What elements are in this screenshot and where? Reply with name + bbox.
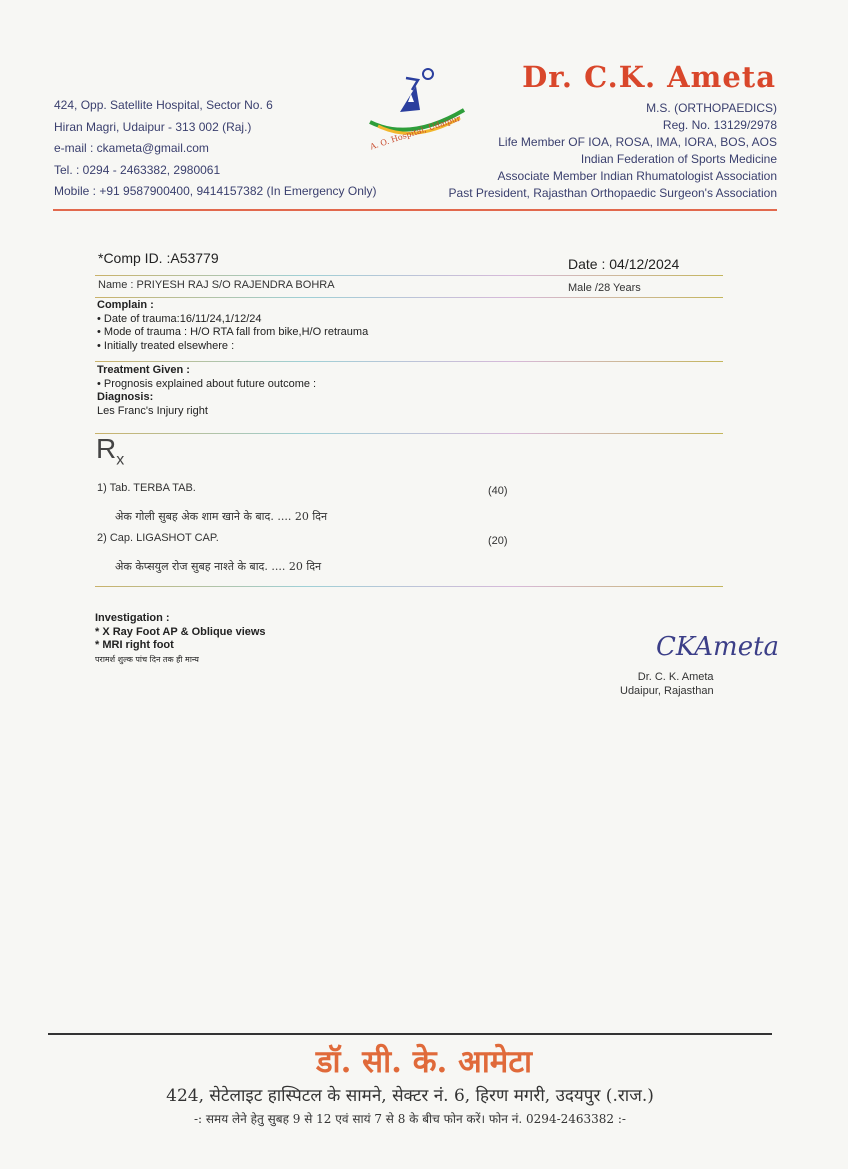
credential-president: Past President, Rajasthan Orthopaedic Surgeon's Association [448, 186, 777, 200]
complain-section [97, 299, 368, 353]
divider [95, 297, 723, 298]
credential-rheum: Associate Member Indian Rhumatologist Association [497, 169, 777, 183]
medicine-1-instructions: अेक गोली सुबह अेक शाम खाने के बाद. .... 20 दिन [115, 510, 328, 523]
investigation-section [95, 612, 266, 666]
doctor-name-heading: Dr. C.K. Ameta [522, 60, 776, 94]
signatory-place: Udaipur, Rajasthan [620, 685, 714, 697]
diagnosis-text: Les Franc's Injury right [97, 404, 208, 417]
medicine-2-qty: (20) [488, 535, 508, 547]
clinic-address [54, 95, 377, 203]
investigation-item: * X Ray Foot AP & Oblique views [95, 625, 266, 638]
complain-heading: Complain : [97, 299, 154, 311]
doctor-credentials [449, 100, 777, 202]
prescription-date: Date : 04/12/2024 [568, 256, 680, 272]
treatment-item: • Prognosis explained about future outcome : [97, 377, 317, 390]
complain-item: • Date of trauma:16/11/24,1/12/24 [97, 312, 262, 325]
medicine-1-qty: (40) [488, 485, 508, 497]
signatory-name: Dr. C. K. Ameta [637, 671, 714, 683]
signature: CKAmeta [656, 632, 780, 662]
diagnosis-heading: Diagnosis: [97, 391, 154, 403]
medicine-2: 2) Cap. LIGASHOT CAP. [97, 532, 219, 544]
address-line-1: 424, Opp. Satellite Hospital, Sector No. 6 [54, 98, 273, 112]
credential-memberships: Life Member OF IOA, ROSA, IMA, IORA, BOS, AOS [498, 135, 777, 149]
comp-id: *Comp ID. :A53779 [98, 250, 219, 266]
treatment-heading: Treatment Given : [97, 364, 190, 376]
divider [95, 361, 723, 362]
patient-name: Name : PRIYESH RAJ S/O RAJENDRA BOHRA [98, 279, 335, 291]
footer-timing: -: समय लेने हेतु सुबह 9 से 12 एवं सायं 7 से 8 के बीच फोन करें। फोन नं. 0294-2463382 :- [194, 1112, 626, 1126]
footer-address: 424, सेटेलाइट हास्पिटल के सामने, सेक्टर नं. 6, हिरण मगरी, उदयपुर (.राज.) [166, 1086, 654, 1106]
email-line: e-mail : ckameta@gmail.com [54, 141, 209, 155]
divider [95, 433, 723, 434]
credential-degree: M.S. (ORTHOPAEDICS) [646, 101, 777, 115]
mobile-line: Mobile : +91 9587900400, 9414157382 (In Emergency Only) [54, 184, 377, 198]
header-divider [53, 209, 777, 211]
signature-block [620, 670, 714, 698]
rx-symbol: $R_x$ [96, 433, 125, 469]
divider [95, 586, 723, 587]
investigation-item: * MRI right foot [95, 639, 174, 651]
footer-divider [48, 1033, 772, 1035]
medicine-1: 1) Tab. TERBA TAB. [97, 482, 196, 494]
logo-text: A. O. Hospital, Udaipur [368, 113, 462, 152]
fee-validity-note: परामर्श शुल्क पांच दिन तक ही मान्य [95, 654, 199, 664]
medicine-2-instructions: अेक केप्सयुल रोज सुबह नाश्ते के बाद. .... 20 दिन [115, 560, 322, 573]
divider [95, 275, 723, 276]
investigation-heading: Investigation : [95, 612, 170, 624]
credential-reg-no: Reg. No. 13129/2978 [662, 118, 777, 132]
address-line-2: Hiran Magri, Udaipur - 313 002 (Raj.) [54, 119, 252, 134]
footer-doctor-name: डॉ. सी. के. आमेटा [315, 1044, 533, 1080]
complain-item: • Mode of trauma : H/O RTA fall from bike,H/O retrauma [97, 326, 369, 338]
complain-item: • Initially treated elsewhere : [97, 339, 235, 352]
treatment-section [97, 364, 316, 418]
telephone-line: Tel. : 0294 - 2463382, 2980061 [54, 162, 221, 177]
patient-gender-age: Male /28 Years [568, 282, 641, 294]
credential-sports: Indian Federation of Sports Medicine [580, 152, 777, 166]
